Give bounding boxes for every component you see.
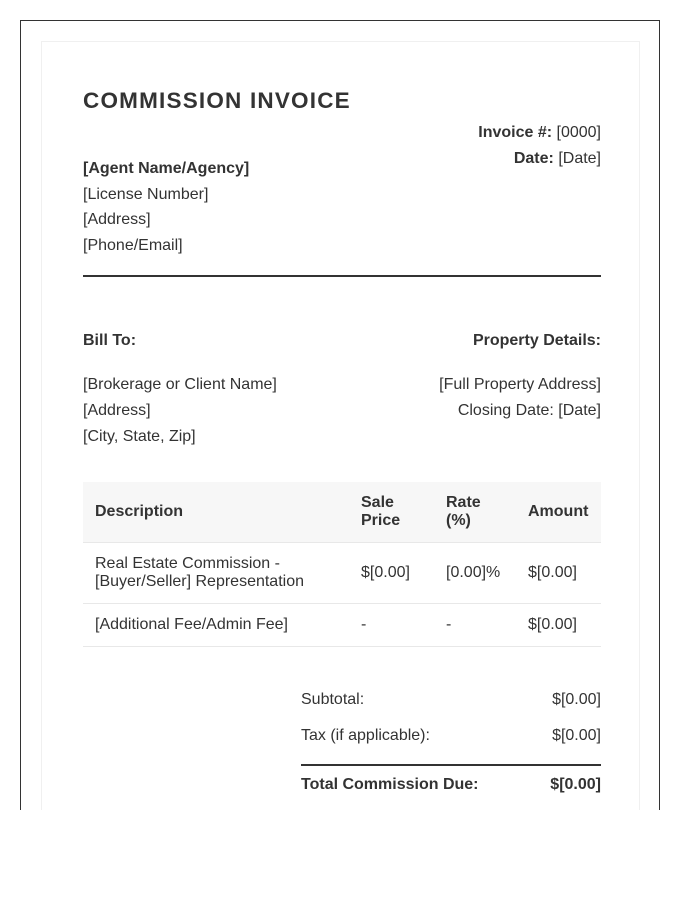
invoice-number-value: [0000] (556, 124, 601, 141)
tax-label: Tax (if applicable): (301, 727, 430, 744)
agent-address: [Address] (83, 211, 151, 229)
total-due-label: Total Commission Due: (301, 776, 479, 793)
total-due-value: $[0.00] (550, 776, 601, 793)
bill-to-heading: Bill To: (83, 332, 137, 349)
cell-rate: - (434, 603, 516, 646)
header-description: Description (83, 482, 349, 542)
header-amount: Amount (516, 482, 601, 542)
agent-license: [License Number] (83, 185, 209, 203)
bill-to-address: [Address] (83, 402, 151, 419)
subtotal-label: Subtotal: (301, 691, 365, 708)
invoice-date-line (478, 146, 601, 172)
invoice-title: COMMISSION INVOICE (83, 88, 351, 113)
invoice-date-value: [Date] (558, 150, 601, 167)
line-items-table (83, 482, 601, 647)
subtotal-row (301, 682, 601, 718)
cell-amount: $[0.00] (516, 603, 601, 646)
property-address: [Full Property Address] (439, 376, 601, 393)
agent-contact: [Phone/Email] (83, 237, 183, 255)
invoice-page (41, 41, 640, 810)
cell-description: [Additional Fee/Admin Fee] (83, 603, 349, 646)
invoice-number-line (478, 120, 601, 146)
tax-value: $[0.00] (552, 727, 601, 744)
header-divider (83, 275, 601, 277)
bill-to-name: [Brokerage or Client Name] (83, 376, 277, 393)
agent-info (83, 156, 249, 259)
bill-to-city-state-zip: [City, State, Zip] (83, 428, 196, 445)
document-frame (20, 20, 660, 810)
table-row (83, 603, 601, 646)
header-sale-price: Sale Price (349, 482, 434, 542)
cell-amount: $[0.00] (516, 542, 601, 603)
invoice-meta (478, 120, 601, 172)
property-details-section (439, 331, 601, 424)
cell-sale-price: $[0.00] (349, 542, 434, 603)
total-due-row (301, 764, 601, 804)
tax-row (301, 718, 601, 754)
invoice-number-label: Invoice #: (478, 124, 553, 141)
property-closing-date: Closing Date: [Date] (457, 402, 601, 419)
header-rate: Rate (%) (434, 482, 516, 542)
bill-to-section (83, 331, 277, 450)
property-details-heading: Property Details: (472, 332, 601, 349)
invoice-date-label: Date: (513, 150, 554, 167)
totals-section (301, 682, 601, 804)
table-row (83, 542, 601, 603)
table-header-row (83, 482, 601, 542)
cell-sale-price: - (349, 603, 434, 646)
cell-description: Real Estate Commission - [Buyer/Seller] Representation (83, 542, 349, 603)
agent-name: [Agent Name/Agency] (83, 160, 250, 177)
cell-rate: [0.00]% (434, 542, 516, 603)
subtotal-value: $[0.00] (552, 691, 601, 708)
